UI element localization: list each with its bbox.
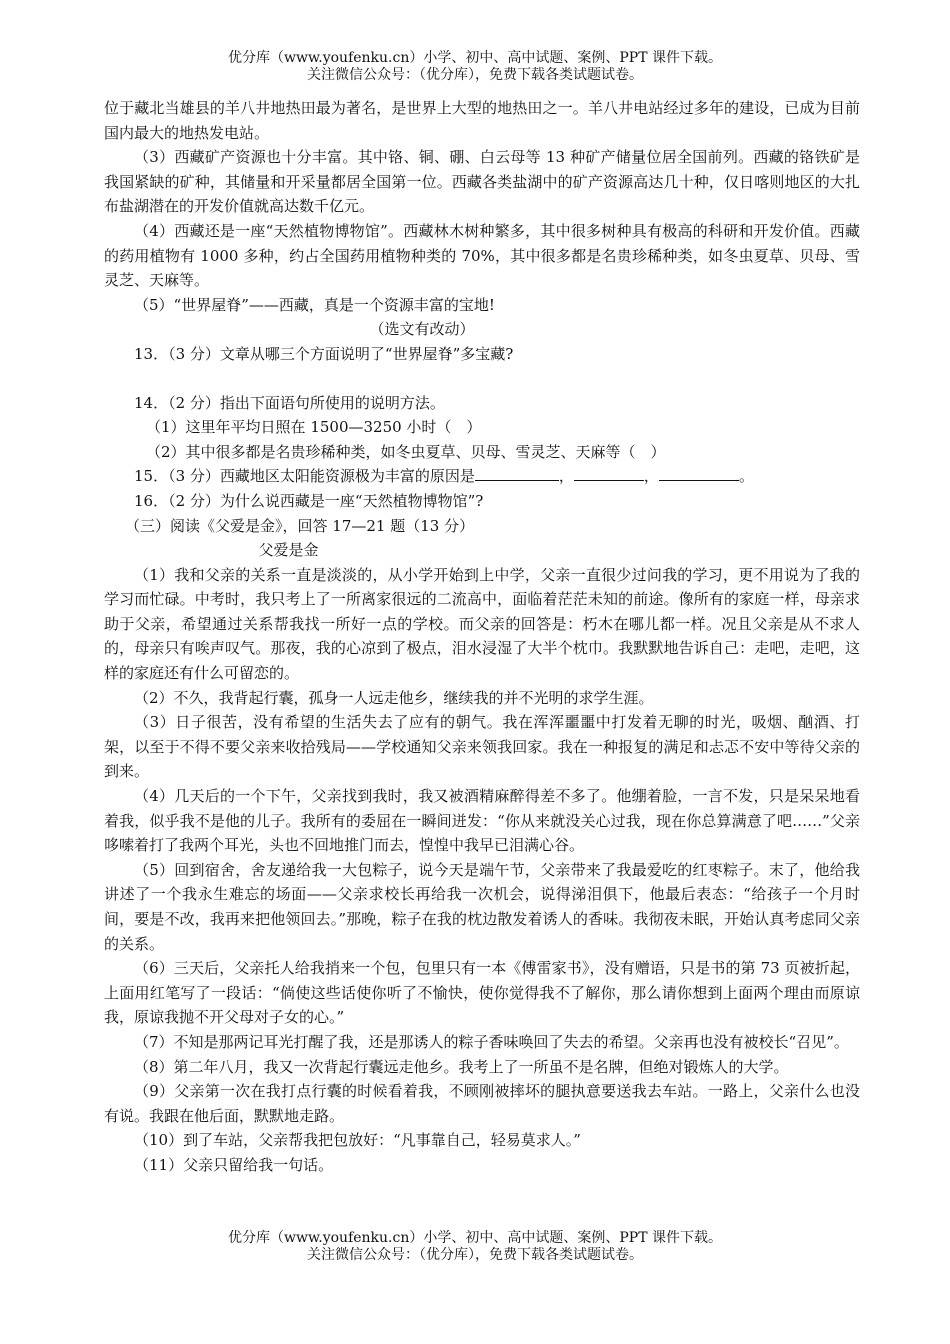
question-15 [104, 464, 860, 489]
answer-blank-1[interactable] [475, 464, 559, 481]
section-3-heading: （三）阅读《父爱是金》，回答 17—21 题（13 分） [125, 516, 475, 535]
page-header [0, 50, 950, 84]
question-15-end: 。 [738, 467, 754, 486]
header-line-1: 优分库（www.youfenku.cn）小学、初中、高中试题、案例、PPT 课件下载。 [227, 50, 722, 66]
passage-continuation: 位于藏北当雄县的羊八井地热田最为著名，是世界上大型的地热田之一。羊八井电站经过多年的建设，已成为目前国内最大的地热发电站。 [104, 99, 860, 142]
passage-paragraph-4: （4）西藏还是一座“天然植物博物馆”。西藏林木树种繁多，其中很多树种具有极高的科研和开发价值。西藏的药用植物有 1000 多种，约占全国药用植物种类的 70%，其中很多都是名贵珍稀种类，如冬虫夏草、贝母、雪灵芝、天麻等。 [104, 221, 860, 290]
article-paragraph: （9）父亲第一次在我打点行囊的时候看着我，不顾刚被摔坏的腿执意要送我去车站。一路上，父亲什么也没有说。我跟在他后面，默默地走路。 [104, 1082, 860, 1125]
answer-blank-3[interactable] [659, 464, 739, 481]
article-paragraph: （2）不久，我背起行囊，孤身一人远走他乡，继续我的并不光明的求学生涯。 [134, 688, 654, 707]
answer-space [104, 367, 860, 391]
question-16: 16．（2 分）为什么说西藏是一座“天然植物博物馆”? [134, 491, 484, 510]
article-paragraph: （3）日子很苦，没有希望的生活失去了应有的朝气。我在浑浑噩噩中打发着无聊的时光，吸烟、酗酒、打架，以至于不得不要父亲来收拾残局——学校通知父亲来领我回家。我在一种报复的满足和忐忑不安中等待父亲的到来。 [104, 713, 860, 781]
document-body [104, 96, 860, 1178]
question-15-text: 15．（3 分）西藏地区太阳能资源极为丰富的原因是 [134, 467, 475, 486]
answer-blank-2[interactable] [574, 464, 644, 481]
article-paragraph: （6）三天后，父亲托人给我捎来一个包，包里只有一本《傅雷家书》，没有赠语，只是书的第 73 页被折起，上面用红笔写了一段话：“倘使这些话使你听了不愉快，使你觉得我不了解你，那么请你想到上面两个理由而原谅我，原谅我抛不开父母对子女的心。” [104, 959, 860, 1027]
question-15-sep-1: ， [558, 467, 574, 486]
article-title: 父爱是金 [258, 541, 319, 560]
footer-line-1: 优分库（www.youfenku.cn）小学、初中、高中试题、案例、PPT 课件下载。 [227, 1230, 722, 1246]
question-13: 13．（3 分）文章从哪三个方面说明了“世界屋脊”多宝藏? [134, 344, 514, 363]
article-paragraph: （10）到了车站，父亲帮我把包放好：“凡事靠自己，轻易莫求人。” [134, 1131, 581, 1150]
passage-source-note: （选文有改动） [369, 320, 475, 339]
page-footer [0, 1230, 950, 1264]
header-line-2: 关注微信公众号：（优分库），免费下载各类试题试卷。 [307, 67, 643, 83]
passage-paragraph-3: （3）西藏矿产资源也十分丰富。其中铬、铜、硼、白云母等 13 种矿产储量位居全国前列。西藏的铬铁矿是我国紧缺的矿种，其储量和开采量都居全国第一位。西藏各类盐湖中的矿产资源高达几十种，仅日喀则地区的大扎布盐湖潜在的开发价值就高达数千亿元。 [104, 148, 860, 216]
article-paragraph: （5）回到宿舍，舍友递给我一大包粽子，说今天是端午节，父亲带来了我最爱吃的红枣粽子。末了，他给我讲述了一个我永生难忘的场面——父亲求校长再给我一次机会，说得涕泪俱下，他最后表态：“给孩子一个月时间，要是不改，我再来把他领回去。”那晚，粽子在我的枕边散发着诱人的香味。我彻夜未眠，开始认真考虑同父亲的关系。 [104, 860, 860, 953]
article-paragraph: （4）几天后的一个下午，父亲找到我时，我又被酒精麻醉得差不多了。他绷着脸，一言不发，只是呆呆地看着我，似乎我不是他的儿子。我所有的委屈在一瞬间迸发：“你从来就没关心过我，现在你总算满意了吧……”父亲哆嗦着打了我两个耳光，头也不回地推门而去，惶惶中我早已泪满心谷。 [104, 787, 860, 855]
article-paragraph: （11）父亲只留给我一句话。 [134, 1155, 334, 1174]
article-paragraph: （8）第二年八月，我又一次背起行囊远走他乡。我考上了一所虽不是名牌，但绝对锻炼人的大学。 [134, 1057, 789, 1076]
question-14: 14．（2 分）指出下面语句所使用的说明方法。 [134, 393, 445, 412]
article-paragraph: （1）我和父亲的关系一直是淡淡的，从小学开始到上中学，父亲一直很少过问我的学习，更不用说为了我的学习而忙碌。中考时，我只考上了一所离家很远的二流高中，面临着茫茫未知的前途。像所有的家庭一样，母亲求助于父亲，希望通过关系帮我找一所好一点的学校。而父亲的回答是：朽木在哪儿都一样。况且父亲是从不求人的，母亲只有唉声叹气。那夜，我的心凉到了极点，泪水浸湿了大半个枕巾。我默默地告诉自己：走吧，走吧，这样的家庭还有什么可留恋的。 [104, 565, 860, 683]
passage-paragraph-5: （5）“世界屋脊”——西藏，真是一个资源丰富的宝地! [134, 295, 495, 314]
question-14-item-1: （1）这里年平均日照在 1500—3250 小时（ ） [146, 418, 482, 437]
footer-line-2: 关注微信公众号：（优分库），免费下载各类试题试卷。 [307, 1247, 643, 1263]
question-15-sep-2: ， [643, 467, 659, 486]
question-14-item-2: （2）其中很多都是名贵珍稀种类，如冬虫夏草、贝母、雪灵芝、天麻等（ ） [146, 442, 666, 461]
article-paragraph: （7）不知是那两记耳光打醒了我，还是那诱人的粽子香味唤回了失去的希望。父亲再也没有被校长“召见”。 [134, 1032, 849, 1051]
